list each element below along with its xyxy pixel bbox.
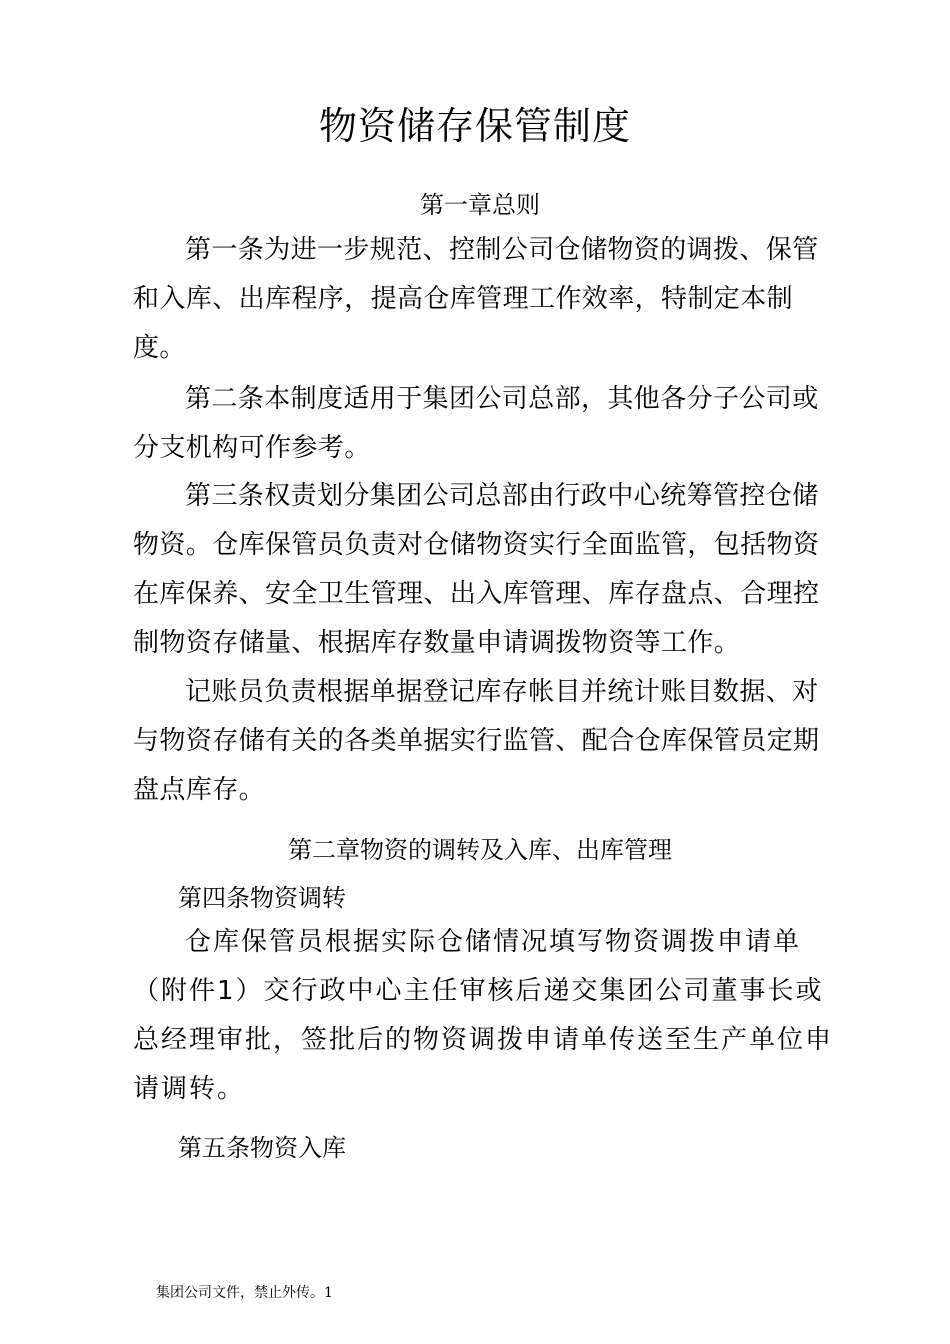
article-3-paragraph: 第三条权责划分集团公司总部由行政中心统筹管控仓储物资。仓库保管员负责对仓储物资实行全面监管，包括物资在库保养、安全卫生管理、出入库管理、库存盘点、合理控制物资存储量、根据库存数量申请调拨物资等工作。 (133, 481, 820, 658)
article-5-heading: 第五条物资入库 (178, 1134, 346, 1162)
document-title: 物资储存保管制度 (318, 104, 631, 148)
article-4-paragraph: 仓库保管员根据实际仓储情况填写物资调拨申请单（附件1）交行政中心主任审核后递交集团公司董事长或总经理审批，签批后的物资调拨申请单传送至生产单位申请调转。 (133, 927, 834, 1104)
page-footer: 集团公司文件，禁止外传。1 (156, 1285, 333, 1301)
article-2-paragraph: 第二条本制度适用于集团公司总部，其他各分子公司或分支机构可作参考。 (133, 384, 819, 463)
article-1-paragraph: 第一条为进一步规范、控制公司仓储物资的调拨、保管和入库、出库程序，提高仓库管理工作效率，特制定本制度。 (133, 235, 819, 363)
chapter-2-heading: 第二章物资的调转及入库、出库管理 (288, 836, 672, 864)
chapter-1-heading: 第一章总则 (420, 191, 540, 219)
article-4-heading: 第四条物资调转 (178, 884, 346, 912)
article-3-continuation-paragraph: 记账员负责根据单据登记库存帐目并统计账目数据、对与物资存储有关的各类单据实行监管、配合仓库保管员定期盘点库存。 (133, 677, 820, 805)
